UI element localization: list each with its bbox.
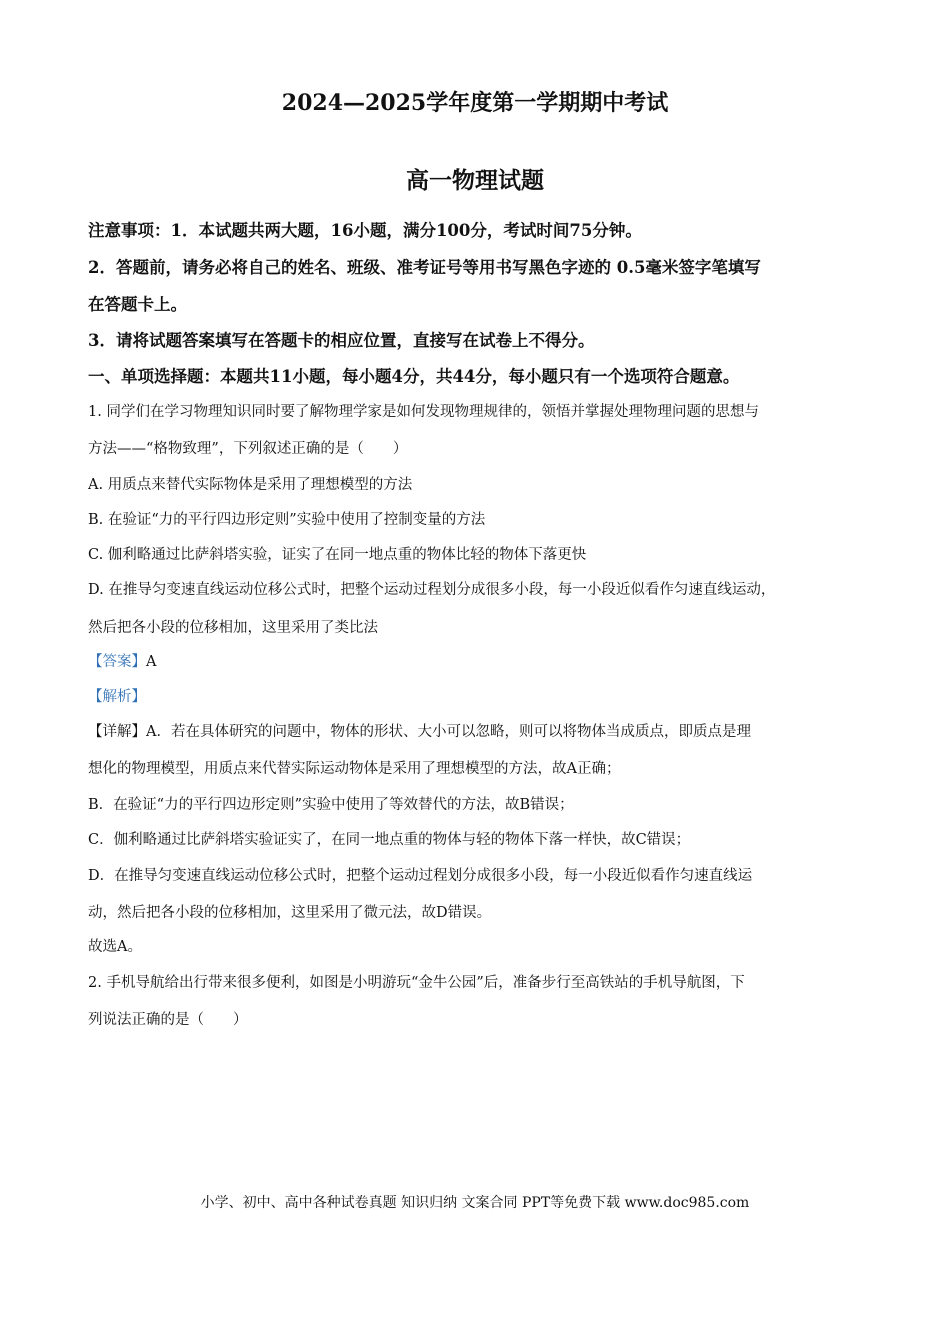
subject-title: 高一物理试题: [406, 167, 544, 194]
note-2: 2．答题前，请务必将自己的姓名、班级、准考证号等用书写黑色字迹的 0.5毫米签字笔填写: [88, 258, 761, 277]
q1-detail-3: B．在验证“力的平行四边形定则”实验中使用了等效替代的方法，故B错误；: [88, 797, 574, 813]
q1-option-d: D. 在推导匀变速直线运动位移公式时，把整个运动过程划分成很多小段，每一小段近似看作匀速直线运动，: [88, 582, 776, 598]
q1-option-a: A. 用质点来替代实际物体是采用了理想模型的方法: [88, 477, 413, 493]
q1-detail-7: 故选A。: [88, 939, 142, 955]
q1-option-c: C. 伽利略通过比萨斜塔实验，证实了在同一地点重的物体比轻的物体下落更快: [88, 547, 587, 563]
q2-stem-line-1: 2. 手机导航给出行带来很多便利，如图是小明游玩“金牛公园”后，准备步行至高铁站的手机导航图，下: [88, 975, 745, 991]
answer-tag: 【答案】: [88, 654, 146, 670]
q1-detail-1: 【详解】A．若在具体研究的问题中，物体的形状、大小可以忽略，则可以将物体当成质点，即质点是理: [88, 724, 751, 740]
q1-option-b: B. 在验证“力的平行四边形定则”实验中使用了控制变量的方法: [88, 512, 486, 528]
note-2-cont: 在答题卡上。: [88, 295, 187, 314]
q1-detail-2: 想化的物理模型，用质点来代替实际运动物体是采用了理想模型的方法，故A正确；: [88, 761, 621, 777]
section-heading: 一、单项选择题：本题共11小题，每小题4分，共44分，每小题只有一个选项符合题意。: [88, 367, 740, 386]
q1-stem-line-1: 1. 同学们在学习物理知识同时要了解物理学家是如何发现物理规律的，领悟并掌握处理物理问题的思想与: [88, 404, 759, 420]
q2-stem-line-2: 列说法正确的是（ ）: [88, 1012, 248, 1028]
answer-value: A: [146, 654, 157, 670]
analysis-tag: 【解析】: [88, 689, 146, 705]
note-1: 注意事项：1．本试题共两大题，16小题，满分100分，考试时间75分钟。: [88, 221, 642, 240]
q1-detail-6: 动，然后把各小段的位移相加，这里采用了微元法，故D错误。: [88, 905, 492, 921]
q1-option-d-cont: 然后把各小段的位移相加，这里采用了类比法: [88, 620, 378, 636]
page-footer: 小学、初中、高中各种试卷真题 知识归纳 文案合同 PPT等免费下载 www.doc985.com: [200, 1195, 750, 1211]
q1-detail-4: C．伽利略通过比萨斜塔实验证实了，在同一地点重的物体与轻的物体下落一样快，故C错误；: [88, 832, 691, 848]
exam-title: 2024—2025学年度第一学期期中考试: [281, 90, 669, 116]
q1-detail-5: D．在推导匀变速直线运动位移公式时，把整个运动过程划分成很多小段，每一小段近似看作匀速直线运: [88, 868, 753, 884]
note-3: 3．请将试题答案填写在答题卡的相应位置，直接写在试卷上不得分。: [88, 331, 595, 350]
q1-stem-line-2: 方法——“格物致理”，下列叙述正确的是（ ）: [88, 441, 408, 457]
q1-answer: [88, 650, 878, 671]
